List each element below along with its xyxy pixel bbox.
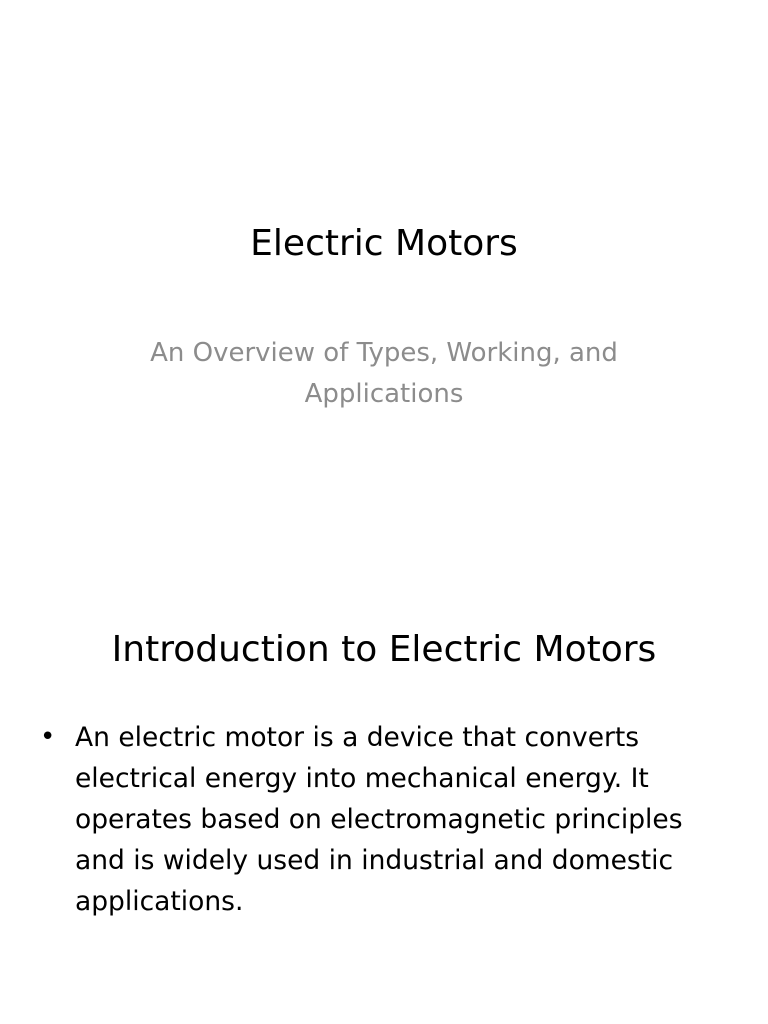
intro-slide	[0, 576, 768, 1024]
bullet-list	[40, 717, 720, 922]
slide-title: Electric Motors	[250, 223, 518, 264]
slide-subtitle: An Overview of Types, Working, and Applications	[150, 338, 618, 409]
bullet-item	[40, 717, 720, 922]
bullet-text: An electric motor is a device that converts electrical energy into mechanical energy. It operates based on electromagnetic principles and is widely used in industrial and domestic applications.	[75, 722, 683, 917]
bullet-glyph: •	[40, 722, 56, 752]
intro-slide-title: Introduction to Electric Motors	[111, 629, 657, 670]
